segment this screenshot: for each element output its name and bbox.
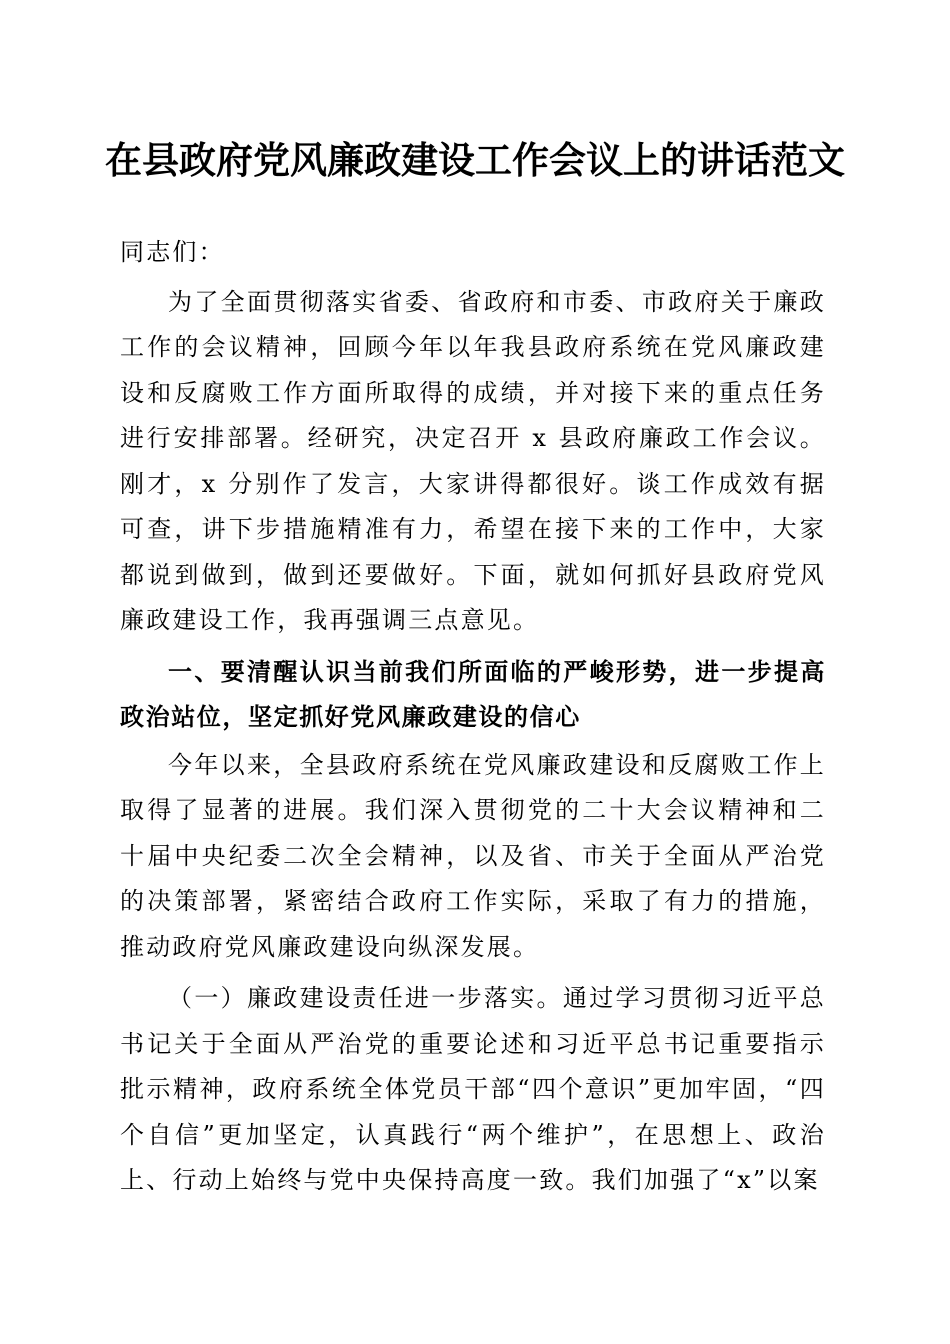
- subsection-1-paragraph: [120, 976, 826, 1204]
- section-1-heading: 一、要清醒认识当前我们所面临的严峻形势，进一步提高政治站位，坚定抓好党风廉政建设的信心: [120, 657, 826, 731]
- greeting: 同志们：: [120, 238, 225, 266]
- document-body: [120, 230, 826, 1204]
- section-1-paragraph: 今年以来，全县政府系统在党风廉政建设和反腐败工作上取得了显著的进展。我们深入贯彻党的二十大会议精神和二十届中央纪委二次全会精神，以及省、市关于全面从严治党的决策部署，紧密结合政府工作实际，采取了有力的措施，推动政府党风廉政建设向纵深发展。: [120, 750, 826, 961]
- intro-paragraph: 为了全面贯彻落实省委、省政府和市委、市政府关于廉政工作的会议精神，回顾今年以年我县政府系统在党风廉政建设和反腐败工作方面所取得的成绩，并对接下来的重点任务进行安排部署。经研究，决定召开 x 县政府廉政工作会议。刚才，x 分别作了发言，大家讲得都很好。谈工作成效有据可查，讲下步措施精准有力，希望在接下来的工作中，大家都说到做到，做到还要做好。下面，就如何抓好县政府党风廉政建设工作，我再强调三点意见。: [120, 287, 826, 634]
- subsection-1-text: 通过学习贯彻习近平总书记关于全面从严治党的重要论述和习近平总书记重要指示批示精神，政府系统全体党员干部“四个意识”更加牢固，“四个自信”更加坚定，认真践行“两个维护”，在思想上、政治上、行动上始终与党中央保持高度一致。我们加强了“x”以案: [120, 984, 826, 1194]
- document-title: 在县政府党风廉政建设工作会议上的讲话范文: [105, 138, 845, 182]
- subsection-1-lead: （一）廉政建设责任进一步落实。: [168, 984, 563, 1012]
